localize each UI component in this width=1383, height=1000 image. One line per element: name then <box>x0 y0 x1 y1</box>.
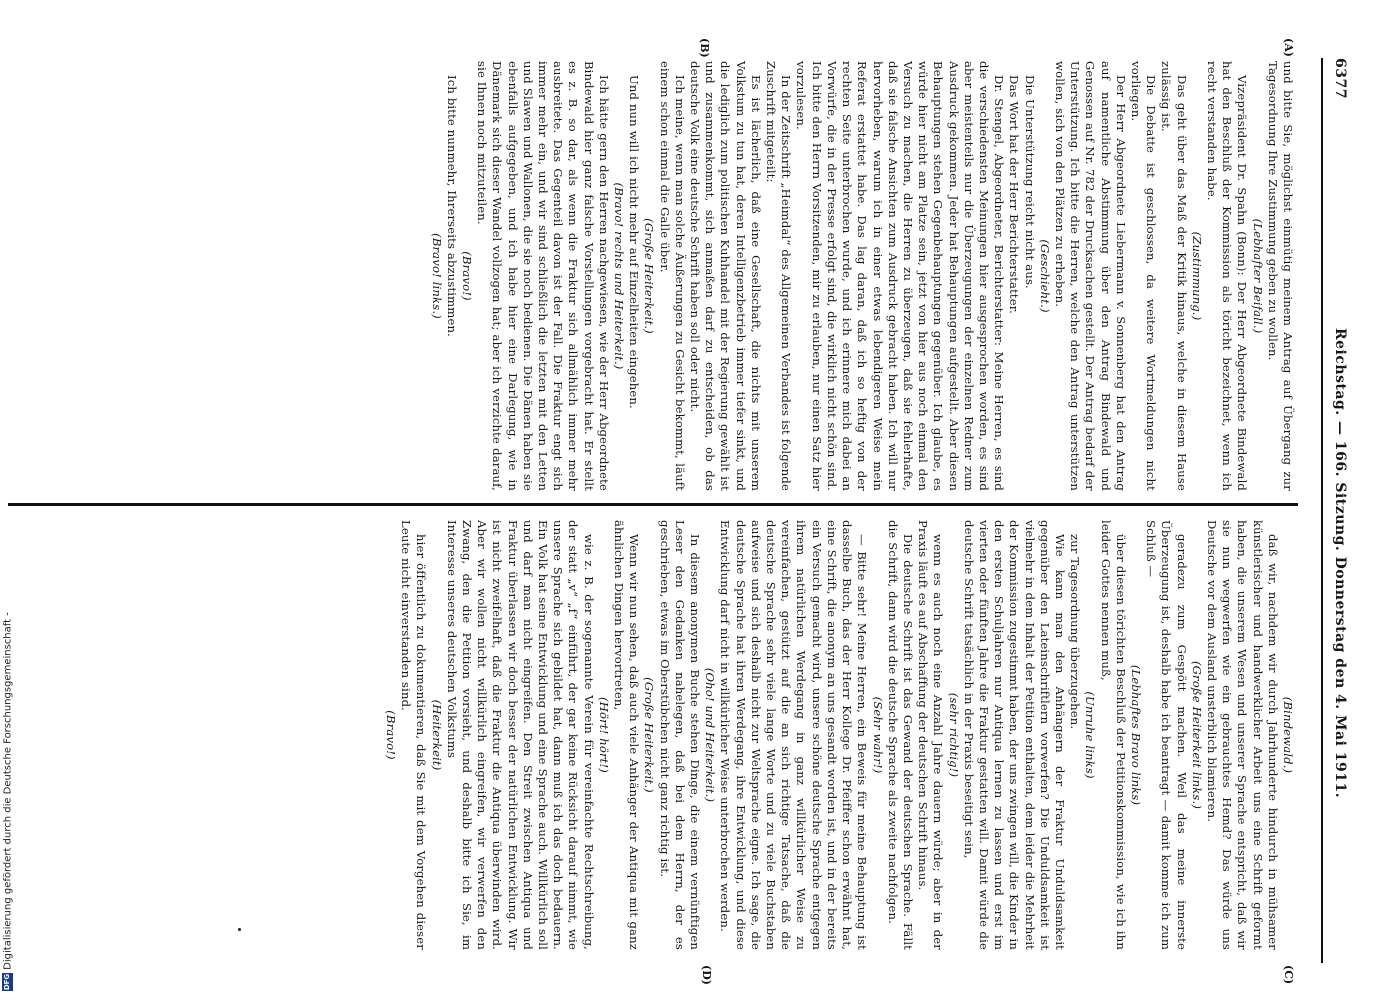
stage-direction: (Heiterkeit) <box>429 699 444 771</box>
paragraph: Das Wort hat der Herr Berichterstatter. <box>1007 75 1022 314</box>
page-title: Reichstag. — 166. Sitzung. Donnerstag den 4. Mai 1911. <box>1332 328 1348 799</box>
paragraph: Die Debatte ist geschlossen, da weitere Wortmeldungen nicht vorliegen. <box>1128 61 1159 491</box>
margin-mark-d: (D) <box>700 965 713 985</box>
header-rule <box>1321 58 1323 963</box>
paragraph: In diesem anonymen Buche stehen Dinge, die einem vernünftigen Leser den Gedanken nahelegen, daß bei dem Herrn, der es geschrieben, etwas im Oberstübchen nicht ganz richtig ist. <box>657 520 703 950</box>
margin-mark-a: (A) <box>1282 38 1295 57</box>
text-column-left-page <box>428 61 1295 491</box>
stage-direction: (Bravo! links.) <box>429 233 444 319</box>
stage-direction: (Bindewald.) <box>1281 696 1295 774</box>
stage-direction: (Große Heiterkeit.) <box>642 677 657 793</box>
paragraph: Wie kann man den Anhängern der Fraktur Unduldsamkeit gegenüber den Lateinschriftlern vorwerfen? Die Unduldsamkeit ist vielmehr in dem Inhalt der Petition enthalten, dem leider die Mehrheit der Kommission zugestimmt haben, der uns zwingen will, die Kinder in den ersten Schuljahren nur Antiqua lernen zu lassen und erst im vierten oder fünften Jahre die Fraktur gestatten will. Damit würde die deutsche Schrift tatsächlich in der Praxis beseitigt sein, <box>961 520 1067 950</box>
paragraph: In der Zeitschrift „Heimdal“ des Allgemeinen Verbandes ist folgende Zuschrift mitgeteilt: <box>764 61 794 491</box>
paragraph: Vizepräsident Dr. Spahn (Bonn): Der Herr Abgeordnete Bindewald hat den Beschluß der Kommission als töricht bezeichnet, wenn ich recht verstanden habe. <box>1204 61 1250 491</box>
paragraph: Der Herr Abgeordnete Liebermann v. Sonnenberg hat den Antrag auf namentliche Abstimmung über den Antrag Bindewald und Genossen auf Nr. 782 der Drucksachen gestellt. Der Antrag bedarf der Unterstützung. Ich bitte die Herren, welche den Antrag unterstützen wollen, sich von den Plätzen zu erheben. <box>1052 61 1128 491</box>
paragraph: — Bitte sehr! Meine Herren, ein Beweis für meine Behauptung ist dasselbe Buch, das der Herr Kollege Dr. Pfeiffer schon erwähnt hat, eine Schrift, die anonym an uns gesandt worden ist, und in der bereits ein Versuch gemacht wird, unsere schöne deutsche Sprache entgegen ihrem natürlichen Werdegang in ganz willkürlicher Weise zu vereinfachen, gestützt auf die an sich richtige Tatsache, daß die deutsche Sprache sehr viele lange Worte und zu viele Buchstaben aufweise und sich deshalb nicht zur Weltsprache eigne. Ich sage, die deutsche Sprache hat ihren Werdegang, ihre Entwicklung, und diese Entwicklung darf nicht in willkürlicher Weise unterbrochen werden. <box>718 520 870 950</box>
paragraph: Ich meine, wenn man solche Äußerungen zu Gesicht bekommt, läuft einem schon einmal die Galle über. <box>657 61 687 491</box>
stage-direction: (Große Heiterkeit links.) <box>1189 660 1204 810</box>
paragraph: Dr. Stengel, Abgeordneter, Berichterstatter: Meine Herren, es sind die verschiedensten Meinungen hier ausgesprochen worden, es sind aber meistenteils nur die Überzeugungen der einzelnen Redner zum Ausdruck gekommen. Jeder hat Behauptungen aufgestellt. Aber diesen Behauptungen stehen Gegenbehauptungen gegenüber. Ich glaube, es würde hier nicht am Platze sein, jetzt von hier aus noch einmal den Versuch zu machen, die Herren zu überzeugen, daß sie fehlerhafte, daß sie falsche Ansichten zum Ausdruck gebracht haben. Ich will nur hervorheben, warum ich in einer etwas lebendigeren Weise mein Referat erstattet habe. Das lag daran, daß ich so heftig von der rechten Seite unterbrochen wurde, und ich erinnere mich dabei an Vorwürfe, die in der Presse erfolgt sind, die wirklich nicht schön sind. Ich bitte den Herrn Vorsitzenden, mir zu erlauben, nur einen Satz hier vorzulesen. <box>794 61 1007 491</box>
stage-direction: (Große Heiterkeit.) <box>642 218 657 334</box>
paragraph: daß wir, nachdem wir durch Jahrhunderte hindurch in mühsamer künstlerischer und handwerklicher Arbeit uns eine Schrift geformt haben, die unserem Wesen und unserer Sprache entspricht, daß wir sie nun wegwerfen wie ein gebrauchtes Hemd? Das würde uns Deutsche vor dem Ausland unsterblich blamieren. <box>1204 520 1280 950</box>
paragraph: hier öffentlich zu dokumentieren, daß Sie mit dem Vorgehen dieser Leute nicht einverstanden sind. <box>399 520 429 950</box>
paragraph: Ich hätte gern den Herren nachgewiesen, wie der Herr Abgeordnete Bindewald hier ganz falsche Vorstellungen vorgebracht hat. Er stellt es z. B. so dar, als wenn die Fraktur sich allmählich immer mehr ausbreitete. Das Gegenteil davon ist der Fall. Die Fraktur engt sich immer mehr ein, und wir sind schließlich die letzten mit den Letten und Slawen und Wallonen, die sie noch bedienen. Die Dänen haben sie ebenfalls aufgegeben, und ich habe hier eine Darlegung, wie in Dänemark sich dieser Wandel vollzogen hat; aber ich verzichte darauf, sie Ihnen noch mitzuteilen. <box>475 61 611 491</box>
stage-direction: (Lebhafter Beifall.) <box>1250 218 1265 334</box>
dfg-logo-icon: DFG <box>3 973 11 991</box>
paragraph: Und nun will ich nicht mehr auf Einzelheiten eingehen. <box>627 75 642 409</box>
text-column-right-page <box>383 520 1295 950</box>
column-divider <box>8 503 1298 506</box>
scan-speck <box>238 928 241 931</box>
paragraph: wenn es auch noch eine Anzahl Jahre dauern würde; aber in der Praxis läuft es auf Abschaffung der deutschen Schrift hinaus. <box>916 520 946 950</box>
page-number: 6377 <box>1332 58 1348 99</box>
paragraph: Die deutsche Schrift ist das Gewand der deutschen Sprache. Fällt die Schrift, dann wird die deutsche Sprache als zweite nachfolgen. <box>885 520 915 950</box>
stage-direction: (Unruhe links) <box>1083 691 1098 779</box>
paragraph: Die Unterstützung reicht nicht aus. <box>1022 75 1037 289</box>
paragraph: und bitte Sie, möglichst einmütig meinem Antrag auf Übergang zur Tagesordnung Ihre Zustimmung geben zu wollen. <box>1265 61 1295 491</box>
paragraph: Das geht über das Maß der Kritik hinaus, welche in diesem Hause zulässig ist. <box>1159 61 1189 491</box>
stage-direction: (Sehr wahr!) <box>870 696 885 774</box>
paragraph: Wenn wir nun sehen, daß auch viele Anhänger der Antiqua mit ganz ähnlichen Dingen hervortreten, <box>612 520 642 950</box>
paragraph: zur Tagesordnung überzugehen. <box>1068 534 1083 730</box>
stage-direction: (Geschieht.) <box>1037 239 1052 313</box>
stage-direction: (sehr richtig!) <box>946 692 961 778</box>
stage-direction: (Lebhaftes Bravo links) <box>1128 664 1143 806</box>
paragraph: wie z. B. der sogenannte Verein für vereinfachte Rechtschreibung, der statt „v“ „f“ einführt, der gar keine Rücksicht darauf nimmt, wie unsere Sprache sich gebildet hat, dann muß ich das doch bedauern. Ein Volk hat seine Entwicklung und eine Sprache auch. Willkürlich soll und darf man nicht eingreifen. Den Streit zwischen Antiqua und Fraktur überlassen wir doch besser der natürlichen Entwicklung. Wir ist nicht zweifelhaft, daß die Fraktur die Antiqua überwinden wird. Aber wir wollen nicht willkürlich eingreifen, wir verwerfen den Zwang, den die Petition vorsieht, und deshalb bitte ich Sie, im Interesse unseres deutschen Volkstums <box>444 520 596 950</box>
page-header <box>1326 58 1348 963</box>
stage-direction: (Bravo!) <box>384 710 399 760</box>
digitization-credit <box>0 605 18 995</box>
paragraph: Es ist lächerlich, daß eine Gesellschaft, die nichts mit unserem Volkstum zu tun hat, deren Intelligenzbetrieb immer tiefer sinkt, und die lediglich zum politischen Kuhhandel mit der Regierung gewählt ist und zusammenkommt, sich anmaßen darf zu entscheiden, ob das deutsche Volk eine deutsche Schrift haben soll oder nicht. <box>688 61 763 491</box>
margin-mark-c: (C) <box>1282 965 1295 985</box>
stage-direction: (Bravo! rechts und Heiterkeit.) <box>612 182 627 370</box>
margin-mark-b: (B) <box>698 38 711 58</box>
paragraph: geradezu zum Gespött machen. Weil das meine innerste Überzeugung ist, deshalb habe ich beantragt — damit komme ich zum Schluß — <box>1144 520 1189 950</box>
stage-direction: (Zustimmung.) <box>1189 231 1204 321</box>
paragraph: über diesen törichten Beschluß der Petitionskommission, wie ich ihn leider Gottes nennen muß, <box>1098 520 1128 950</box>
stage-direction: (Hört! hört!) <box>596 697 611 773</box>
stage-direction: (Oho! und Heiterkeit.) <box>703 667 718 803</box>
stage-direction: (Bravo!) <box>460 251 475 301</box>
credit-text: Digitalisierung gefördert durch die Deutsche Forschungsgemeinschaft - <box>2 612 14 970</box>
paragraph: Ich bitte nunmehr, Ihrerseits abzustimmen. <box>444 75 459 337</box>
